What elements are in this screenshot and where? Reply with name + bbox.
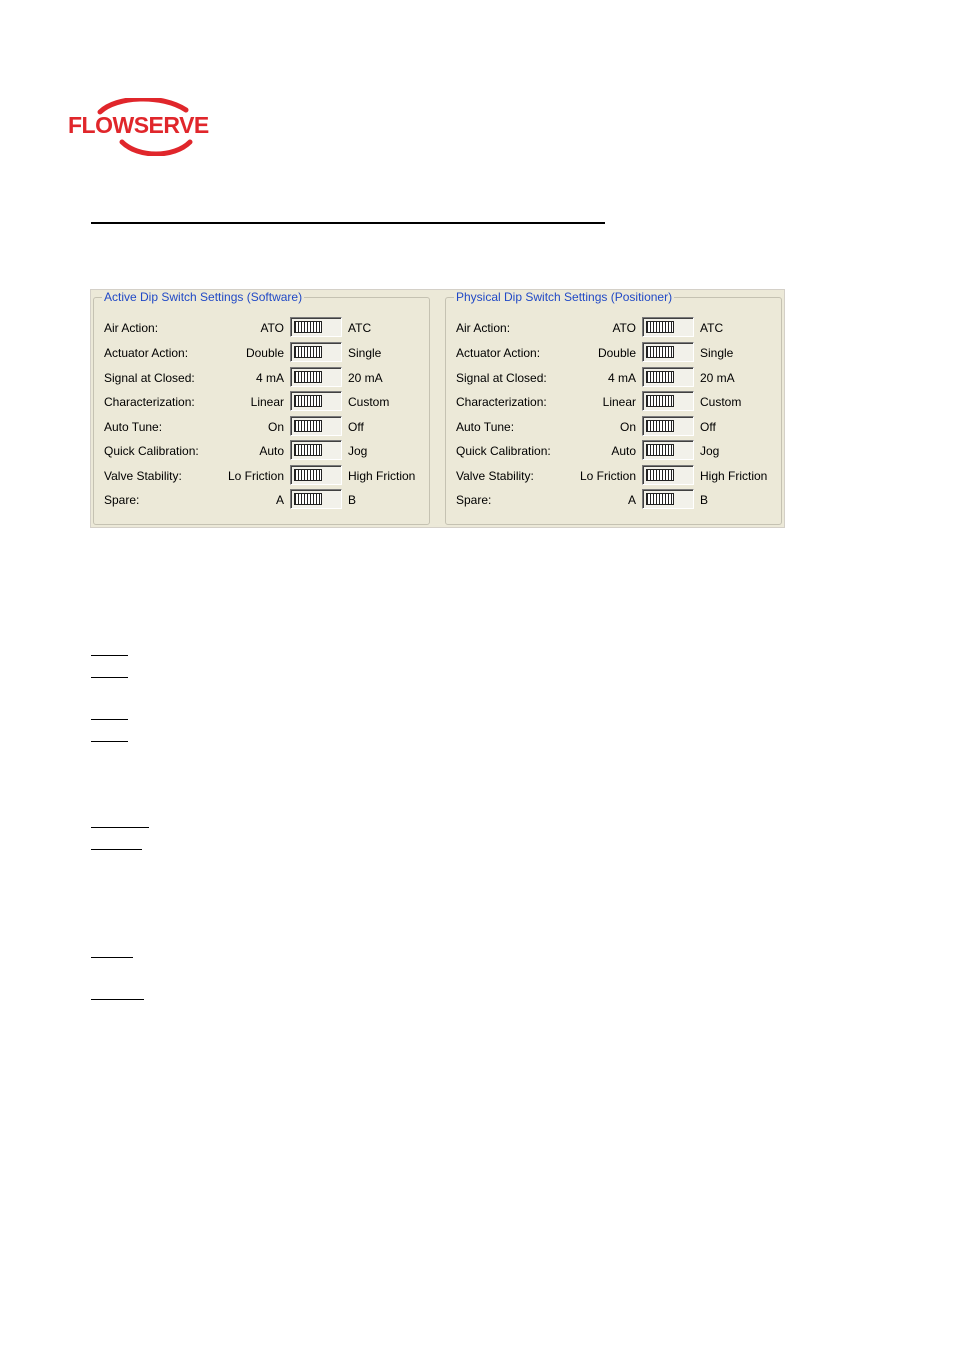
physical-dip-switch-group xyxy=(445,290,782,525)
switch-row xyxy=(94,440,429,462)
setting-label: Signal at Closed: xyxy=(456,371,547,385)
setting-label: Air Action: xyxy=(104,321,159,335)
switch-row xyxy=(446,416,781,438)
left-option-label: ATO xyxy=(260,321,284,335)
left-option-label: A xyxy=(275,493,284,507)
right-option-label: Off xyxy=(348,420,364,434)
setting-label: Characterization: xyxy=(104,395,195,409)
switch-knob xyxy=(294,346,322,358)
dip-switch-toggle[interactable] xyxy=(290,465,342,485)
dip-switch-toggle[interactable] xyxy=(642,391,694,411)
section-title-underline xyxy=(91,222,605,224)
left-option-label: On xyxy=(267,420,284,434)
switch-row xyxy=(446,342,781,364)
right-option-label: ATC xyxy=(700,321,724,335)
setting-label: Auto Tune: xyxy=(104,420,163,434)
setting-label: Quick Calibration: xyxy=(456,444,551,458)
switch-row xyxy=(94,465,429,487)
flowserve-logo xyxy=(66,98,218,156)
left-option-label: Lo Friction xyxy=(579,469,636,483)
switch-row xyxy=(94,367,429,389)
left-option-label: 4 mA xyxy=(255,371,284,385)
setting-label: Valve Stability: xyxy=(104,469,182,483)
switch-knob xyxy=(294,444,322,456)
underline-mark xyxy=(91,655,128,656)
dip-switch-toggle[interactable] xyxy=(642,317,694,337)
switch-knob xyxy=(646,420,674,432)
setting-label: Actuator Action: xyxy=(456,346,541,360)
setting-label: Spare: xyxy=(104,493,140,507)
switch-knob xyxy=(294,420,322,432)
switch-knob xyxy=(646,346,674,358)
dip-switch-toggle[interactable] xyxy=(642,367,694,387)
right-option-label: 20 mA xyxy=(700,371,735,385)
switch-knob xyxy=(646,469,674,481)
switch-knob xyxy=(294,371,322,383)
right-option-label: Jog xyxy=(348,444,368,458)
underline-mark xyxy=(91,677,128,678)
switch-row xyxy=(94,416,429,438)
switch-knob xyxy=(294,321,322,333)
switch-row xyxy=(446,440,781,462)
right-option-label: High Friction xyxy=(700,469,768,483)
dip-switch-toggle[interactable] xyxy=(642,342,694,362)
switch-row xyxy=(446,367,781,389)
dip-switch-toggle[interactable] xyxy=(290,342,342,362)
left-option-label: Lo Friction xyxy=(227,469,284,483)
dip-switch-toggle[interactable] xyxy=(290,416,342,436)
underline-mark xyxy=(91,957,133,958)
switch-row xyxy=(94,342,429,364)
right-option-label: Off xyxy=(700,420,716,434)
right-option-label: Custom xyxy=(700,395,742,409)
right-option-label: B xyxy=(700,493,709,507)
left-option-label: On xyxy=(619,420,636,434)
switch-knob xyxy=(294,493,322,505)
underline-mark xyxy=(91,741,128,742)
active-dip-switch-group xyxy=(93,290,430,525)
dip-switch-toggle[interactable] xyxy=(290,317,342,337)
right-option-label: Jog xyxy=(700,444,720,458)
switch-knob xyxy=(294,395,322,407)
right-option-label: Single xyxy=(700,346,734,360)
switch-row xyxy=(94,317,429,339)
setting-label: Valve Stability: xyxy=(456,469,534,483)
left-option-label: Linear xyxy=(250,395,284,409)
underline-mark xyxy=(91,849,142,850)
switch-row xyxy=(94,391,429,413)
setting-label: Signal at Closed: xyxy=(104,371,195,385)
left-option-label: Linear xyxy=(602,395,636,409)
right-option-label: 20 mA xyxy=(348,371,383,385)
setting-label: Quick Calibration: xyxy=(104,444,199,458)
switch-row xyxy=(446,317,781,339)
switch-knob xyxy=(646,493,674,505)
switch-knob xyxy=(646,371,674,383)
switch-row xyxy=(446,391,781,413)
left-option-label: A xyxy=(627,493,636,507)
left-option-label: Auto xyxy=(611,444,636,458)
group-title: Physical Dip Switch Settings (Positioner) xyxy=(456,290,673,304)
right-option-label: Single xyxy=(348,346,382,360)
svg-text:FLOWSERVE: FLOWSERVE xyxy=(68,112,209,138)
dip-switch-toggle[interactable] xyxy=(642,416,694,436)
switch-knob xyxy=(294,469,322,481)
dip-switch-toggle[interactable] xyxy=(642,489,694,509)
switch-row xyxy=(446,465,781,487)
underline-mark xyxy=(91,827,149,828)
right-option-label: ATC xyxy=(348,321,372,335)
switch-knob xyxy=(646,395,674,407)
dip-switch-toggle[interactable] xyxy=(642,440,694,460)
dip-switch-toggle[interactable] xyxy=(642,465,694,485)
setting-label: Auto Tune: xyxy=(456,420,515,434)
switch-row xyxy=(94,489,429,511)
dip-switch-toggle[interactable] xyxy=(290,489,342,509)
right-option-label: B xyxy=(348,493,357,507)
left-option-label: Double xyxy=(597,346,636,360)
dip-switch-toggle[interactable] xyxy=(290,440,342,460)
dip-switch-toggle[interactable] xyxy=(290,391,342,411)
underline-mark xyxy=(91,999,144,1000)
switch-row xyxy=(446,489,781,511)
group-title: Active Dip Switch Settings (Software) xyxy=(104,290,303,304)
setting-label: Spare: xyxy=(456,493,492,507)
dip-switch-toggle[interactable] xyxy=(290,367,342,387)
left-option-label: Auto xyxy=(259,444,284,458)
dip-switch-settings-panel xyxy=(90,289,785,528)
underline-mark xyxy=(91,719,128,720)
switch-knob xyxy=(646,444,674,456)
left-option-label: 4 mA xyxy=(607,371,636,385)
right-option-label: Custom xyxy=(348,395,390,409)
setting-label: Actuator Action: xyxy=(104,346,189,360)
setting-label: Air Action: xyxy=(456,321,511,335)
left-option-label: Double xyxy=(245,346,284,360)
left-option-label: ATO xyxy=(612,321,636,335)
switch-knob xyxy=(646,321,674,333)
setting-label: Characterization: xyxy=(456,395,547,409)
right-option-label: High Friction xyxy=(348,469,416,483)
